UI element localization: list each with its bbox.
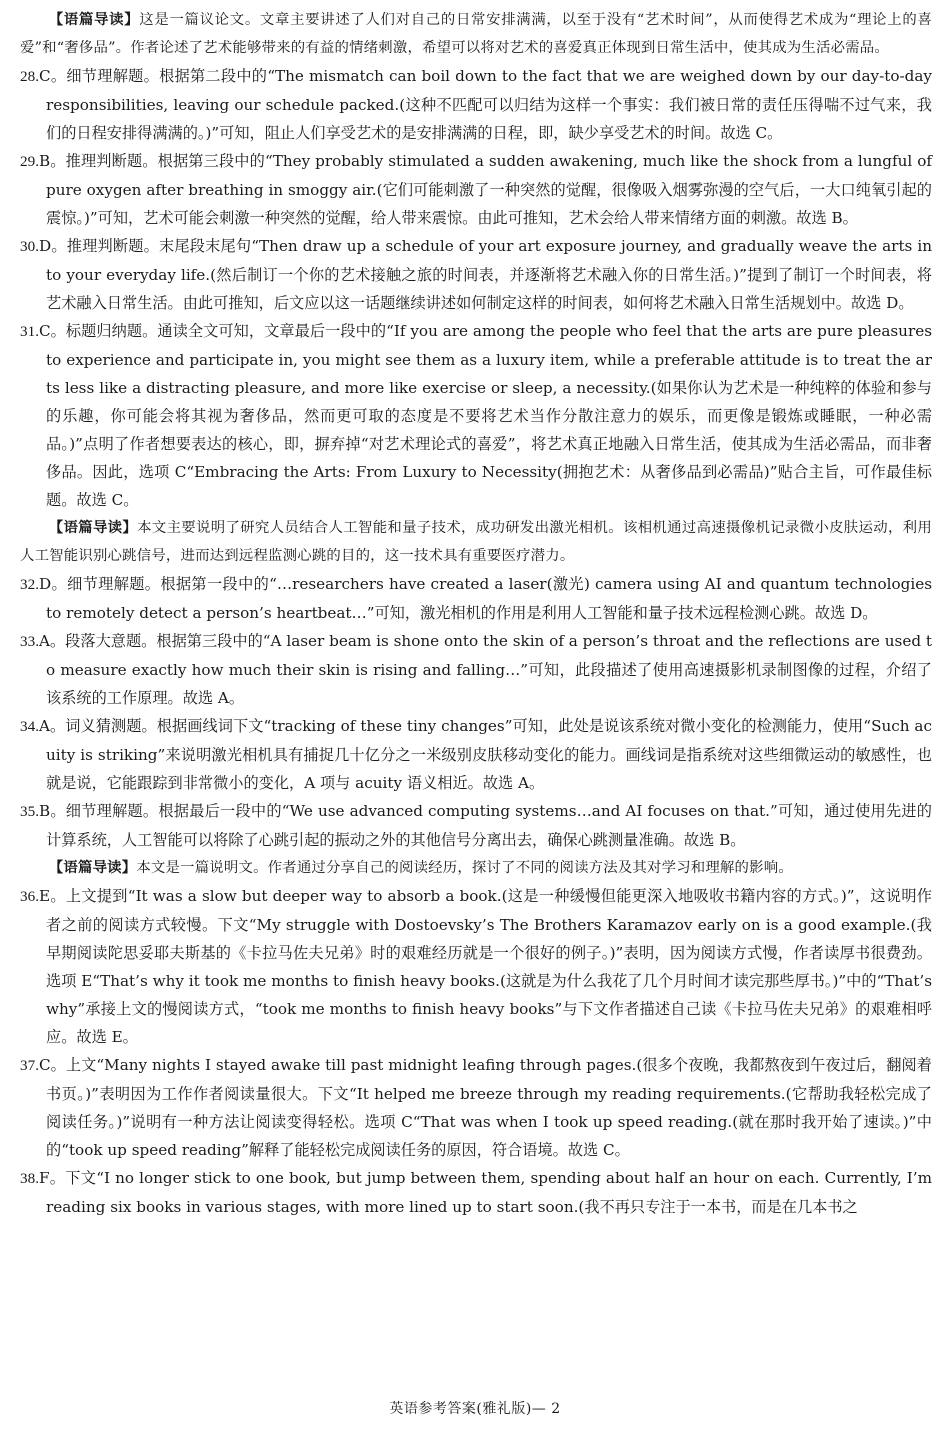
answer-text: D。细节理解题。根据第一段中的“…researchers have created a laser(激光) camera using AI and quantum technologies to remotely detect a person’s heartbeat…”可知，激光相机的作用是利用人工智能和量子技术远程检测心跳。故选 D。 [38,575,932,622]
answer-item [20,627,932,712]
question-number: 34. [20,718,39,735]
question-number: 33. [20,633,39,650]
passage-intro [20,6,932,62]
answer-item [20,62,932,147]
answer-item [20,712,932,797]
answer-item [20,1164,932,1221]
question-number: 38. [20,1170,39,1187]
answer-text: A。词义猜测题。根据画线词下文“tracking of these tiny changes”可知，此处是说该系统对微小变化的检测能力，使用“Such acuity is striking”来说明激光相机具有捕捉几十亿分之一米级别皮肤移动变化的能力。画线词是指系统对这些细微运动的敏感性，也就是说，它能跟踪到非常微小的变化，A 项与 acuity 语义相近。故选 A。 [38,717,932,792]
answer-text: C。上文“Many nights I stayed awake till past midnight leafing through pages.(很多个夜晚，我都熬夜到午夜过后，翻阅着书页。)”表明因为工作作者阅读量很大。下文“It helped me breeze through my reading requirements.(它帮助我轻松完成了阅读任务。)”说明有一种方法让阅读变得轻松。选项 C“That was when I took up speed reading.(就在那时我开始了速读。)”中的“took up speed reading”解释了能轻松完成阅读任务的原因，符合语境。故选 C。 [38,1056,932,1159]
intro-text: 这是一篇议论文。文章主要讲述了人们对自己的日常安排满满，以至于没有“艺术时间”，从而使得艺术成为“理论上的喜爱”和“奢侈品”。作者论述了艺术能够带来的有益的情绪刺激，希望可以将对艺术的喜爱真正体现到日常生活中，使其成为生活必需品。 [20,12,933,56]
answer-text: B。推理判断题。根据第三段中的“They probably stimulated a sudden awakening, much like the shock from a lungful of pure oxygen after breathing in smoggy air.(它们可能刺激了一种突然的觉醒，很像吸入烟雾弥漫的空气后，一大口纯氧引起的震惊。)”可知，艺术可能会刺激一种突然的觉醒，给人带来震惊。由此可推知，艺术会给人带来情绪方面的刺激。故选 B。 [38,152,932,227]
answer-text: A。段落大意题。根据第三段中的“A laser beam is shone onto the skin of a person’s throat and the reflections are used to measure exactly how much their skin is rising and falling…”可知，此段描述了使用高速摄影机录制图像的过程，介绍了该系统的工作原理。故选 A。 [38,632,932,707]
answer-page [20,6,932,1221]
answer-text: B。细节理解题。根据最后一段中的“We use advanced computing systems…and AI focuses on that.”可知，通过使用先进的计算系统，人工智能可以将除了心跳引起的振动之外的其他信号分离出去，确保心跳测量准确。故选 B。 [38,802,932,849]
answer-text: E。上文提到“It was a slow but deeper way to absorb a book.(这是一种缓慢但能更深入地吸收书籍内容的方式。)”，这说明作者之前的阅读方式较慢。下文“My struggle with Dostoevsky’s The Brothers Karamazov early on is a good example.(我早期阅读陀思妥耶夫斯基的《卡拉马佐夫兄弟》时的艰难经历就是一个很好的例子。)”表明，因为阅读方式慢，作者读厚书很费劲。选项 E“That’s why it took me months to finish heavy books.(这就是为什么我花了几个月时间才读完那些厚书。)”中的“That’s why”承接上文的慢阅读方式，“took me months to finish heavy books”与下文作者描述自己读《卡拉马佐夫兄弟》的艰难相呼应。故选 E。 [38,887,932,1046]
answer-item [20,317,932,514]
answer-item [20,570,932,627]
question-number: 29. [20,153,39,170]
intro-tag: 【语篇导读】 [48,11,140,28]
question-number: 30. [20,238,39,255]
answer-text: F。下文“I no longer stick to one book, but jump between them, spending about half an hour on each. Currently, I’m reading six books in various stages, with more lined up to start soon.(我不再只专注于一本书，而是在几本书之 [38,1169,932,1216]
question-number: 36. [20,888,39,905]
question-number: 37. [20,1057,39,1074]
answer-text: C。细节理解题。根据第二段中的“The mismatch can boil down to the fact that we are weighed down by our day-to-day responsibilities, leaving our schedule packed.(这种不匹配可以归结为这样一个事实：我们被日常的责任压得喘不过气来，我们的日程安排得满满的。)”可知，阻止人们享受艺术的是安排满满的日程，即，缺少享受艺术的时间。故选 C。 [38,67,932,142]
answer-item [20,882,932,1051]
answer-item [20,147,932,232]
intro-tag: 【语篇导读】 [48,859,137,876]
intro-tag: 【语篇导读】 [48,519,138,536]
question-number: 28. [20,68,39,85]
answer-item [20,232,932,317]
passage-intro [20,514,932,570]
question-number: 32. [20,576,39,593]
answer-text: C。标题归纳题。通读全文可知，文章最后一段中的“If you are among the people who feel that the arts are pure pleasures to experience and participate in, you might see them as a luxury item, while a preferable attitude is to treat the arts less like a distracting pleasure, and more like exercise or sleep, a necessity.(如果你认为艺术是一种纯粹的体验和参与的乐趣，你可能会将其视为奢侈品，然而更可取的态度是不要将艺术当作分散注意力的娱乐，而更像是锻炼或睡眠，一种必需品。)”点明了作者想要表达的核心，即，摒弃掉“对艺术理论式的喜爱”，将艺术真正地融入日常生活，使其成为生活必需品，而非奢侈品。因此，选项 C“Embracing the Arts: From Luxury to Necessity(拥抱艺术：从奢侈品到必需品)”贴合主旨，可作最佳标题。故选 C。 [38,322,932,509]
answer-text: D。推理判断题。末尾段末尾句“Then draw up a schedule of your art exposure journey, and gradually weave the arts into your everyday life.(然后制订一个你的艺术接触之旅的时间表，并逐渐将艺术融入你的日常生活。)”提到了制订一个时间表，将艺术融入日常生活。由此可推知，后文应以这一话题继续讲述如何制定这样的时间表，如何将艺术融入日常生活规划中。故选 D。 [38,237,932,312]
intro-text: 本文是一篇说明文。作者通过分享自己的阅读经历，探讨了不同的阅读方法及其对学习和理解的影响。 [136,860,793,876]
question-number: 31. [20,323,39,340]
answer-item [20,797,932,854]
page-footer: 英语参考答案(雅礼版)— 2 [389,1401,561,1417]
question-number: 35. [20,803,39,820]
intro-text: 本文主要说明了研究人员结合人工智能和量子技术，成功研发出激光相机。该相机通过高速摄像机记录微小皮肤运动，利用人工智能识别心跳信号，进而达到远程监测心跳的目的，这一技术具有重要医疗潜力。 [20,520,933,564]
passage-intro [20,854,932,882]
answer-item [20,1051,932,1164]
